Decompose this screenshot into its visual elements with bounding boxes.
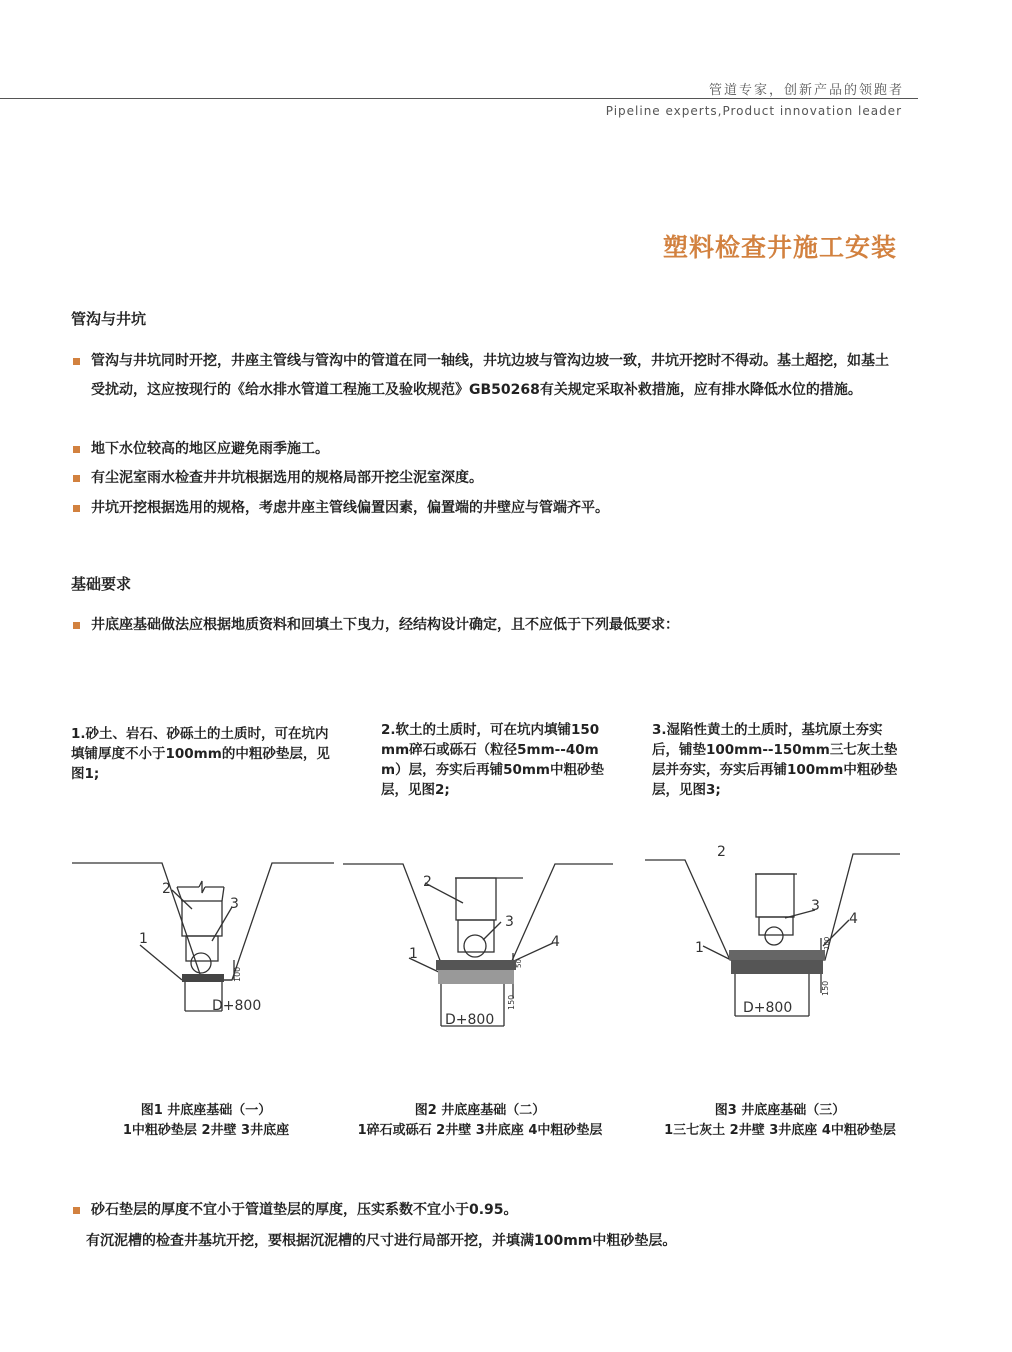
tagline-english: Pipeline experts,Product innovation leader [605,104,902,118]
tagline-chinese: 管道专家，创新产品的领跑者 [708,83,904,98]
page-title: 塑料检查井施工安装 [662,233,897,262]
figure-2-diagram [343,858,615,1038]
figure-1-diagram [72,835,342,1025]
fig2-thickness2-label: 50 [515,959,523,968]
fig3-label-3: 3 [811,898,820,914]
condition-2: 2.软土的土质时，可在坑内填铺150mm碎石或砾石（粒径5mm--40mm）层，夯实后再铺50mm中粗砂垫层，见图2; [381,722,604,798]
bullet-square-icon [73,446,80,453]
figure-2-title: 图2 井底座基础（二） [414,1103,546,1118]
fig2-thickness-label: 150 [507,994,516,1010]
condition-1: 1.砂土、岩石、砂砾土的土质时，可在坑内填铺厚度不小于100mm的中粗砂垫层，见图1; [71,726,330,782]
fig3-dim-label: D+800 [743,1000,793,1016]
fig2-label-2: 2 [423,874,432,890]
bullet-square-icon [73,622,80,629]
fig1-dim-label: D+800 [212,998,262,1014]
bullet-square-icon [73,1207,80,1214]
fig3-label-1: 1 [695,940,704,956]
bullet-square-icon [73,475,80,482]
condition-3: 3.湿陷性黄土的土质时，基坑原土夯实后，铺垫100mm--150mm三七灰土垫层并夯实，夯实后再铺100mm中粗砂垫层，见图3; [652,722,898,798]
bullet-text: 井底座基础做法应根据地质资料和回填土下曳力，经结构设计确定，且不应低于下列最低要求： [91,617,679,633]
bullet-text: 管沟与井坑同时开挖，井座主管线与管沟中的管道在同一轴线，井坑边坡与管沟边坡一致，井坑开挖时不得动。基土超挖，如基土受扰动，这应按现行的《给水排水管道工程施工及验收规范》GB50268有关规定采取补救措施，应有排水降低水位的措施。 [91,353,889,398]
footer-note: 有沉泥槽的检查井基坑开挖，要根据沉泥槽的尺寸进行局部开挖，并填满100mm中粗砂垫层。 [86,1233,677,1249]
bullet-item [71,1196,901,1225]
fig1-label-2: 2 [162,881,171,897]
fig3-label-4: 4 [849,911,858,927]
bullet-square-icon [73,358,80,365]
figure-3-title: 图3 井底座基础（三） [714,1103,846,1118]
bullet-text: 地下水位较高的地区应避免雨季施工。 [91,441,329,457]
fig1-thickness-label: 100 [233,966,242,982]
bullet-item [71,464,901,493]
bullet-item [71,494,901,523]
bullet-text: 砂石垫层的厚度不宜小于管道垫层的厚度，压实系数不宜小于0.95。 [91,1202,518,1218]
fig2-label-3: 3 [505,914,514,930]
figure-3-diagram [645,838,903,1018]
fig1-label-1: 1 [139,931,148,947]
bullet-item [71,435,901,464]
figure-1-title: 图1 井底座基础（一） [140,1103,272,1118]
fig3-thickness2-label: 100 [823,936,831,950]
bullet-text: 有尘泥室雨水检查井井坑根据选用的规格局部开挖尘泥室深度。 [91,470,483,486]
header-divider [0,98,918,99]
bullet-text: 井坑开挖根据选用的规格，考虑井座主管线偏置因素，偏置端的井壁应与管端齐平。 [91,500,609,516]
section-heading-trench: 管沟与井坑 [71,310,147,328]
figure-3-legend: 1三七灰土 2井壁 3井底座 4中粗砂垫层 [664,1123,896,1138]
figure-2-legend: 1碎石或砾石 2井壁 3井底座 4中粗砂垫层 [357,1123,603,1138]
figure-1-legend: 1中粗砂垫层 2井壁 3井底座 [122,1123,290,1138]
fig1-label-3: 3 [230,896,239,912]
fig2-dim-label: D+800 [445,1012,495,1028]
bullet-item [71,347,901,405]
fig2-label-1: 1 [409,946,418,962]
fig3-label-2: 2 [717,844,726,860]
section-heading-foundation: 基础要求 [71,575,132,593]
bullet-square-icon [73,505,80,512]
fig2-label-4: 4 [551,934,560,950]
bullet-item [71,611,901,640]
fig3-thickness-label: 150 [821,980,830,996]
